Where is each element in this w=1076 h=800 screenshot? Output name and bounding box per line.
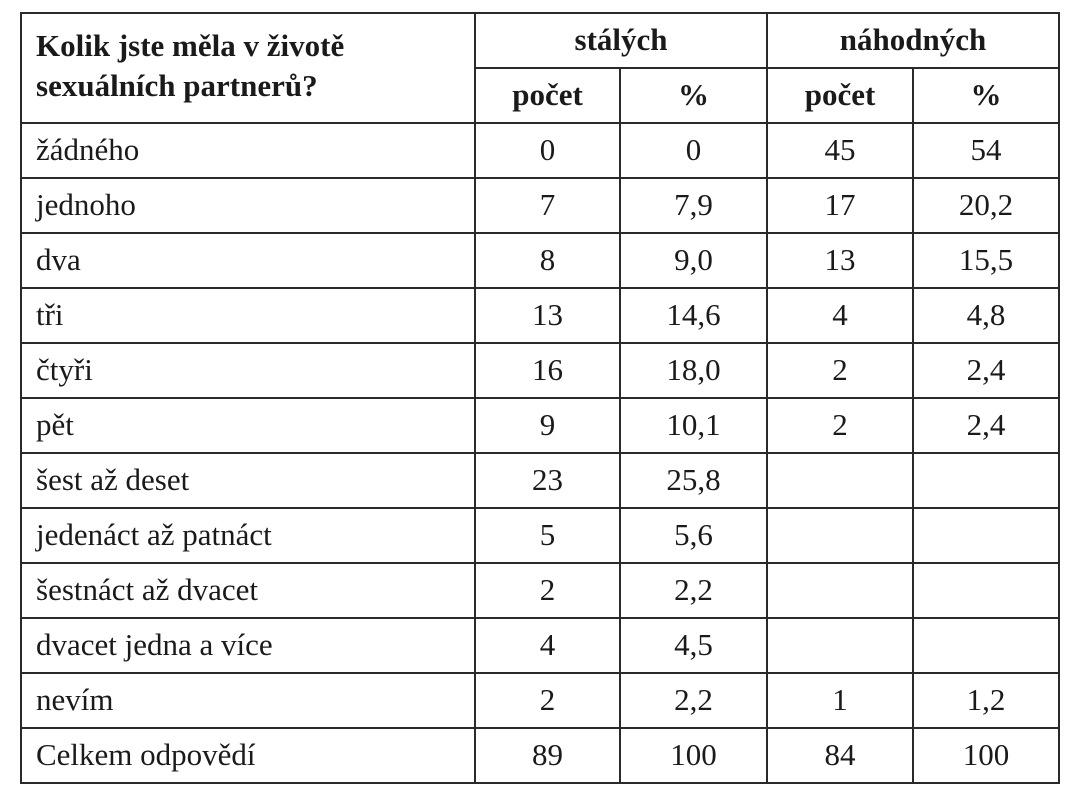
cell-nahodnych-pct [913, 508, 1059, 563]
cell-stalych-pct: 2,2 [620, 673, 767, 728]
cell-nahodnych-pocet: 2 [767, 343, 913, 398]
cell-stalych-pocet: 89 [475, 728, 620, 783]
row-label: jednoho [21, 178, 475, 233]
cell-nahodnych-pocet: 45 [767, 123, 913, 178]
cell-nahodnych-pct: 2,4 [913, 398, 1059, 453]
cell-stalych-pct: 0 [620, 123, 767, 178]
cell-nahodnych-pct: 1,2 [913, 673, 1059, 728]
cell-stalych-pocet: 5 [475, 508, 620, 563]
subheader-nahodnych-pocet: počet [767, 68, 913, 123]
cell-stalych-pct: 18,0 [620, 343, 767, 398]
cell-nahodnych-pct: 20,2 [913, 178, 1059, 233]
cell-nahodnych-pct: 2,4 [913, 343, 1059, 398]
table-row [21, 343, 1059, 398]
table-row [21, 508, 1059, 563]
table-row [21, 233, 1059, 288]
table-row [21, 618, 1059, 673]
cell-stalych-pct: 4,5 [620, 618, 767, 673]
cell-nahodnych-pocet [767, 508, 913, 563]
cell-stalych-pocet: 4 [475, 618, 620, 673]
row-label: nevím [21, 673, 475, 728]
cell-nahodnych-pocet: 4 [767, 288, 913, 343]
cell-stalych-pct: 9,0 [620, 233, 767, 288]
cell-stalych-pct: 100 [620, 728, 767, 783]
cell-nahodnych-pocet: 2 [767, 398, 913, 453]
subheader-stalych-pct: % [620, 68, 767, 123]
cell-nahodnych-pct: 4,8 [913, 288, 1059, 343]
group-header-stalych: stálých [475, 13, 767, 68]
row-label: dva [21, 233, 475, 288]
cell-nahodnych-pocet: 84 [767, 728, 913, 783]
row-label: pět [21, 398, 475, 453]
cell-stalych-pocet: 7 [475, 178, 620, 233]
question-header: Kolik jste měla v životě sexuálních partnerů? [21, 13, 475, 123]
cell-stalych-pct: 5,6 [620, 508, 767, 563]
cell-stalych-pocet: 2 [475, 563, 620, 618]
table-body [21, 13, 1059, 783]
table-row [21, 398, 1059, 453]
cell-nahodnych-pocet [767, 563, 913, 618]
table-row [21, 288, 1059, 343]
cell-stalych-pct: 10,1 [620, 398, 767, 453]
cell-nahodnych-pocet [767, 618, 913, 673]
cell-nahodnych-pct: 54 [913, 123, 1059, 178]
table-row [21, 453, 1059, 508]
cell-stalych-pocet: 9 [475, 398, 620, 453]
cell-stalych-pocet: 0 [475, 123, 620, 178]
cell-nahodnych-pct [913, 563, 1059, 618]
row-label: tři [21, 288, 475, 343]
row-label: jedenáct až patnáct [21, 508, 475, 563]
cell-nahodnych-pocet: 1 [767, 673, 913, 728]
subheader-nahodnych-pct: % [913, 68, 1059, 123]
cell-stalych-pocet: 16 [475, 343, 620, 398]
cell-stalych-pct: 2,2 [620, 563, 767, 618]
table-row [21, 123, 1059, 178]
table-row [21, 728, 1059, 783]
cell-stalych-pocet: 8 [475, 233, 620, 288]
table-row [21, 563, 1059, 618]
cell-nahodnych-pocet [767, 453, 913, 508]
row-label: šest až deset [21, 453, 475, 508]
cell-nahodnych-pct: 15,5 [913, 233, 1059, 288]
cell-nahodnych-pct: 100 [913, 728, 1059, 783]
table-row [21, 673, 1059, 728]
partners-table [20, 12, 1060, 784]
cell-nahodnych-pocet: 13 [767, 233, 913, 288]
cell-stalych-pocet: 23 [475, 453, 620, 508]
row-label: Celkem odpovědí [21, 728, 475, 783]
cell-nahodnych-pct [913, 618, 1059, 673]
cell-stalych-pct: 25,8 [620, 453, 767, 508]
cell-stalych-pct: 14,6 [620, 288, 767, 343]
cell-nahodnych-pct [913, 453, 1059, 508]
table-row [21, 178, 1059, 233]
cell-stalych-pct: 7,9 [620, 178, 767, 233]
header-row-groups [21, 13, 1059, 68]
group-header-nahodnych: náhodných [767, 13, 1059, 68]
row-label: žádného [21, 123, 475, 178]
subheader-stalych-pocet: počet [475, 68, 620, 123]
cell-stalych-pocet: 13 [475, 288, 620, 343]
cell-nahodnych-pocet: 17 [767, 178, 913, 233]
row-label: dvacet jedna a více [21, 618, 475, 673]
row-label: čtyři [21, 343, 475, 398]
row-label: šestnáct až dvacet [21, 563, 475, 618]
cell-stalych-pocet: 2 [475, 673, 620, 728]
